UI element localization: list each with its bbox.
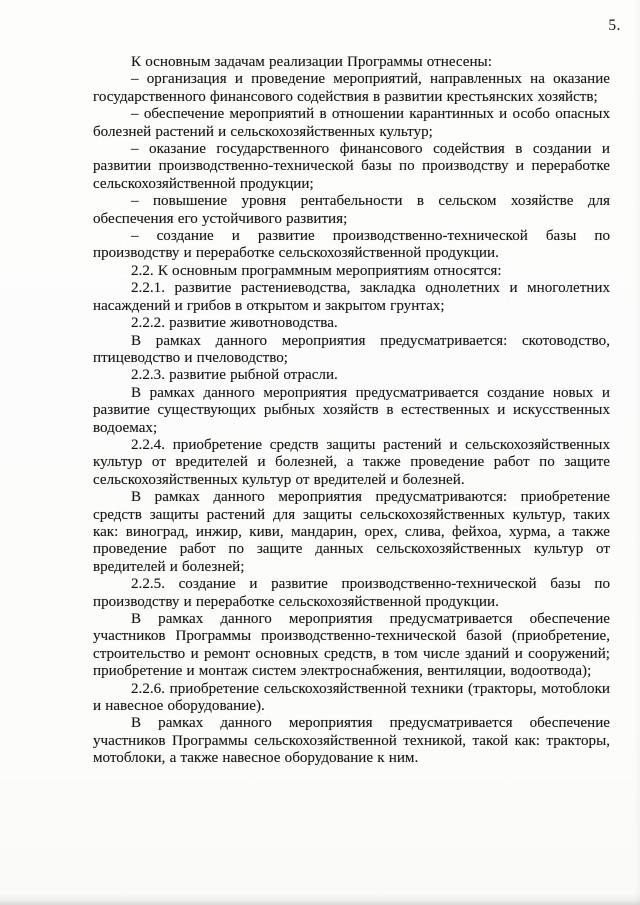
scan-edge-shading-bottom [0, 893, 640, 905]
paragraph-task-organization: – организация и проведение мероприятий, направленных на оказание государственного финансового содействия в развитии крестьянских хозяйств; [93, 71, 610, 105]
scan-edge-shading-right [634, 0, 640, 905]
paragraph-section-2-2: 2.2. К основным программным мероприятиям относятся: [131, 262, 502, 279]
paragraph-item-2-2-4-detail: В рамках данного мероприятия предусматриваются: приобретение средств защиты растений для защиты сельскохозяйственных культур, таких как: виноград, инжир, киви, мандарин, орех, слива, фейхоа, хурма, а также проведение работ по защите данных сельскохозяйственных культур от вредителей и болезней; [93, 489, 610, 575]
paragraph-task-base: – создание и развитие производственно-технической базы по производству и переработке сельскохозяйственной продукции. [93, 228, 610, 262]
paragraph-task-assistance: – оказание государственного финансового содействия в создании и развитии производственно-технической базы по производству и переработке сельскохозяйственной продукции; [93, 141, 610, 192]
paragraph-item-2-2-5-detail: В рамках данного мероприятия предусматривается обеспечение участников Программы производственно-технической базой (приобретение, строительство и ремонт основных средств, в том числе зданий и сооружений; приобретение и монтаж систем электроснабжения, вентиляции, водоотвода); [93, 611, 610, 680]
paragraph-item-2-2-3-detail: В рамках данного мероприятия предусматривается создание новых и развитие существующих рыбных хозяйств в естественных и искусственных водоемах; [93, 384, 610, 436]
paragraph-item-2-2-1: 2.2.1. развитие растениеводства, закладка однолетних и многолетних насаждений и грибов в открытом и закрытом грунтах; [93, 280, 610, 314]
paragraph-item-2-2-6-detail: В рамках данного мероприятия предусматривается обеспечение участников Программы сельскохозяйственной техникой, такой как: тракторы, мотоблоки, а также навесное оборудование к ним. [93, 715, 610, 767]
paragraph-item-2-2-2: 2.2.2. развитие животноводства. [131, 315, 338, 332]
paragraph-task-quarantine: – обеспечение мероприятий в отношении карантинных и особо опасных болезней растений и сельскохозяйственных культур; [93, 106, 610, 140]
document-body [93, 54, 610, 768]
paragraph-item-2-2-6: 2.2.6. приобретение сельскохозяйственной техники (тракторы, мотоблоки и навесное оборудование). [93, 680, 610, 715]
paragraph-item-2-2-5: 2.2.5. создание и развитие производственно-технической базы по производству и переработке сельскохозяйственной продукции. [93, 576, 610, 610]
paragraph-task-profitability: – повышение уровня рентабельности в сельском хозяйстве для обеспечения его устойчивого развития; [93, 193, 610, 227]
paragraph-item-2-2-4: 2.2.4. приобретение средств защиты растений и сельскохозяйственных культур от вредителей и болезней, а также проведение работ по защите сельскохозяйственных культур от вредителей и болезней. [93, 436, 610, 488]
paragraph-item-2-2-3: 2.2.3. развитие рыбной отрасли. [131, 367, 338, 384]
page-number: 5. [608, 17, 621, 34]
paragraph-tasks-intro: К основным задачам реализации Программы отнесены: [131, 54, 492, 70]
paragraph-item-2-2-2-detail: В рамках данного мероприятия предусматривается: скотоводство, птицеводство и пчеловодство; [93, 332, 610, 366]
